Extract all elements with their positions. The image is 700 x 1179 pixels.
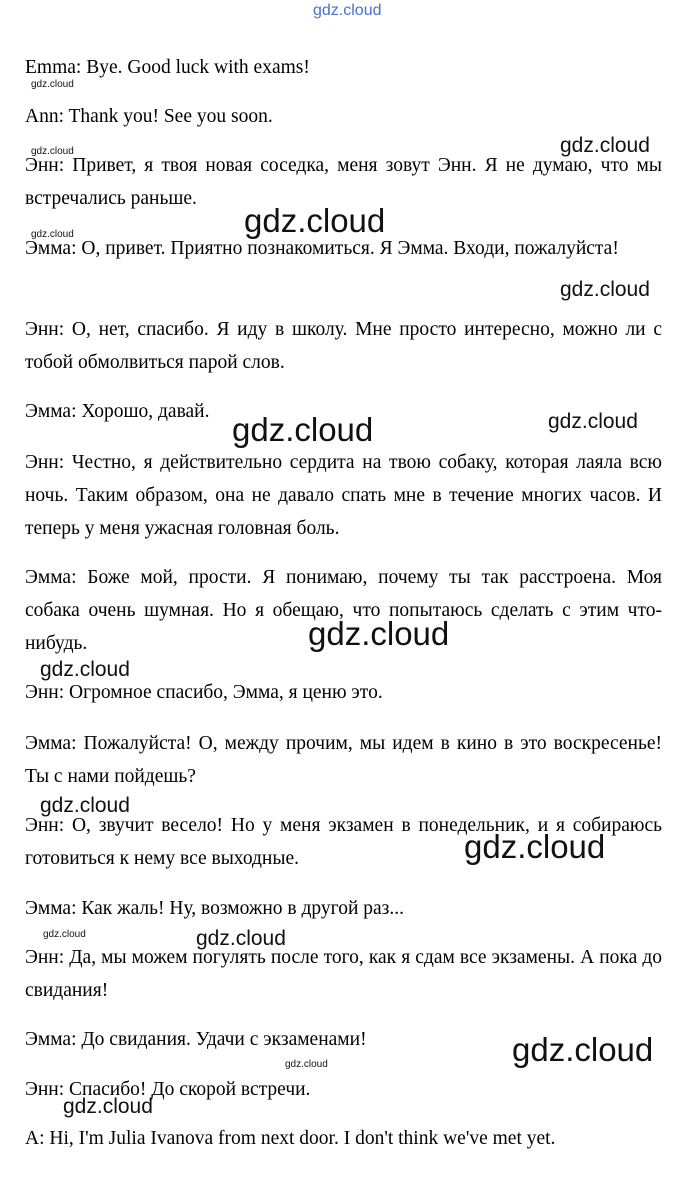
watermark: gdz.cloud (31, 79, 74, 90)
dialogue-line: Энн: О, нет, спасибо. Я иду в школу. Мне просто интересно, можно ли с тобой обмолвиться парой слов. (25, 319, 662, 373)
watermark: gdz.cloud (40, 658, 130, 681)
watermark: gdz.cloud (43, 929, 86, 940)
watermark: gdz.cloud (512, 1031, 654, 1068)
dialogue-line: Эмма: Боже мой, прости. Я понимаю, почему ты так расстроена. Моя собака очень шумная. Но я обещаю, что попытаюсь сделать с этим что-нибудь. (25, 567, 662, 654)
watermark: gdz.cloud (285, 1059, 328, 1070)
dialogue-line: Эмма: Как жаль! Ну, возможно в другой раз... (25, 898, 404, 919)
dialogue-line: Эмма: До свидания. Удачи с экзаменами! (25, 1029, 367, 1050)
dialogue-line: Энн: Привет, я твоя новая соседка, меня зовут Энн. Я не думаю, что мы встречались раньше. (25, 155, 662, 209)
dialogue-line: Энн: Огромное спасибо, Эмма, я ценю это. (25, 682, 383, 703)
watermark: gdz.cloud (31, 229, 74, 240)
watermark: gdz.cloud (313, 2, 382, 19)
watermark: gdz.cloud (560, 278, 650, 301)
dialogue-line: Эмма: Хорошо, давай. (25, 401, 210, 422)
dialogue-line: Ann: Thank you! See you soon. (25, 106, 273, 127)
dialogue-line: Emma: Bye. Good luck with exams! (25, 57, 310, 78)
watermark: gdz.cloud (196, 927, 286, 950)
watermark: gdz.cloud (232, 411, 374, 448)
watermark: gdz.cloud (40, 794, 130, 817)
watermark: gdz.cloud (464, 828, 606, 865)
dialogue-line: Энн: Спасибо! До скорой встречи. (25, 1079, 311, 1100)
watermark: gdz.cloud (308, 615, 450, 652)
watermark: gdz.cloud (31, 146, 74, 157)
watermark: gdz.cloud (548, 410, 638, 433)
watermark: gdz.cloud (63, 1095, 153, 1118)
dialogue-line: Эмма: О, привет. Приятно познакомиться. Я Эмма. Входи, пожалуйста! (25, 238, 619, 259)
dialogue-line: Энн: О, звучит весело! Но у меня экзамен в понедельник, и я собираюсь готовиться к нему все выходные. (25, 815, 662, 869)
dialogue-line: Энн: Да, мы можем погулять после того, как я сдам все экзамены. А пока до свидания! (25, 947, 662, 1001)
watermark: gdz.cloud (244, 202, 386, 239)
dialogue-line: A: Hi, I'm Julia Ivanova from next door. I don't think we've met yet. (25, 1128, 556, 1149)
dialogue-line: Энн: Честно, я действительно сердита на твою собаку, которая лаяла всю ночь. Таким образом, она не давало спать мне в течение многих часов. И теперь у меня ужасная головная боль. (25, 452, 662, 539)
watermark: gdz.cloud (560, 134, 650, 157)
dialogue-line: Эмма: Пожалуйста! О, между прочим, мы идем в кино в это воскресенье! Ты с нами пойдешь? (25, 733, 662, 787)
